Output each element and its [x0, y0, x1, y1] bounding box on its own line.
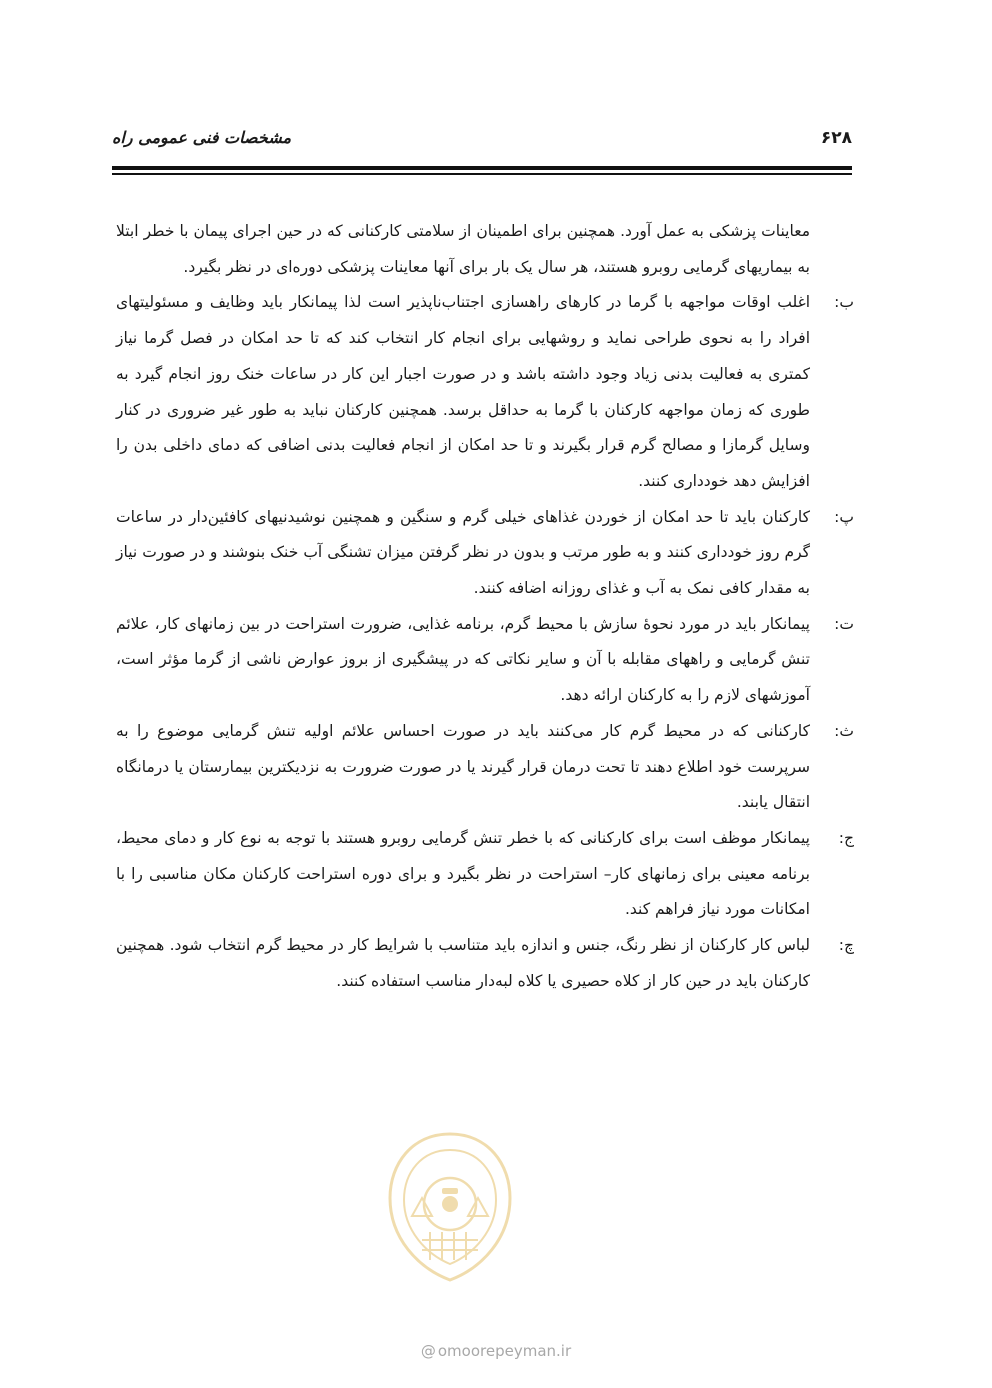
header-rule-thick — [112, 166, 852, 170]
list-item-ch — [116, 928, 854, 999]
list-item-t — [116, 607, 854, 714]
list-item-b — [116, 285, 854, 499]
item-marker: چ: — [838, 936, 854, 955]
intro-paragraph: معاینات پزشکی به عمل آورد. همچنین برای اطمینان از سلامتی کارکنانی که در حین اجرای پیمان با خطر ابتلا به بیماریهای گرمایی روبرو هستند، هر سال یک بار برای آنها معاینات پزشکی دوره‌ای در نظر بگیرد. — [116, 222, 810, 276]
header-rule-thin — [112, 173, 852, 175]
item-text: پیمانکار موظف است برای کارکنانی که با خطر تنش گرمایی روبرو هستند با توجه به نوع کار و دمای محیط، برنامه معینی برای زمانهای کار– استراحت در نظر بگیرد و برای دوره استراحت کارکنان مکان مناسبی را با امکانات مورد نیاز فراهم کند. — [116, 828, 810, 919]
running-title: مشخصات فنی عمومی راه — [112, 128, 292, 147]
watermark-site-text: omoorepeyman.ir — [437, 1342, 572, 1360]
watermark-site — [0, 1342, 992, 1360]
item-text: اغلب اوقات مواجهه با گرما در کارهای راهسازی اجتناب‌ناپذیر است لذا پیمانکار باید وظایف و مسئولیتهای افراد را به نحوی طراحی نماید و روشهایی برای انجام کار انتخاب کند که تا حد امکان در فصل گرما نیاز کمتری به فعالیت بدنی زیاد وجود داشته باشد و در صورت اجبار این کار در ساعات خنک روز انجام گیرد به طوری که زمان مواجهه کارکنان با گرما به حداقل برسد. همچنین کارکنان نباید به طور غیر ضروری در کنار وسایل گرمازا و مصالح گرم قرار بگیرند و تا حد امکان از انجام فعالیت بدنی اضافی که دمای داخلی بدن را افزایش دهد خودداری کنند. — [116, 293, 810, 490]
list-item-p — [116, 500, 854, 607]
list-item-j — [116, 821, 854, 928]
list-item-s — [116, 714, 854, 821]
item-text: کارکنان باید تا حد امکان از خوردن غذاهای خیلی گرم و سنگین و همچنین نوشیدنیهای کافئین‌دار در ساعات گرم روز خودداری کنند و به طور مرتب و بدون در نظر گرفتن میزان تشنگی آب خنک بنوشند و در صورت نیاز به مقدار کافی نمک به آب و غذای روزانه اضافه کنند. — [116, 507, 810, 598]
page-header — [112, 128, 852, 160]
watermark-seal-icon — [382, 1128, 518, 1288]
item-text: کارکنانی که در محیط گرم کار می‌کنند باید در صورت احساس علائم اولیه تنش گرمایی موضوع را به سرپرست خود اطلاع دهند تا تحت درمان قرار گیرند یا در صورت ضرورت به نزدیکترین بیمارستان یا درمانگاه انتقال یابند. — [116, 721, 810, 812]
item-marker: ب: — [834, 293, 854, 312]
item-marker: ت: — [834, 614, 854, 633]
item-marker: پ: — [834, 507, 854, 526]
item-text: لباس کار کارکنان از نظر رنگ، جنس و اندازه باید متناسب با شرایط کار در محیط گرم انتخاب شود. همچنین کارکنان باید در حین کار از کلاه حصیری یا کلاه لبه‌دار مناسب استفاده کنند. — [116, 936, 810, 990]
item-marker: ث: — [834, 721, 854, 740]
item-marker: ج: — [838, 828, 854, 847]
body-text — [116, 214, 854, 999]
page-number: ۶۲۸ — [820, 128, 852, 148]
item-text: پیمانکار باید در مورد نحوۀ سازش با محیط گرم، برنامه غذایی، ضرورت استراحت در بین زمانهای کار، علائم تنش گرمایی و راههای مقابله با آن و سایر نکاتی که در پیشگیری از بروز عوارض ناشی از گرما مؤثر است، آموزشهای لازم را به کارکنان ارائه دهد. — [116, 614, 810, 705]
at-icon: @ — [420, 1342, 436, 1360]
